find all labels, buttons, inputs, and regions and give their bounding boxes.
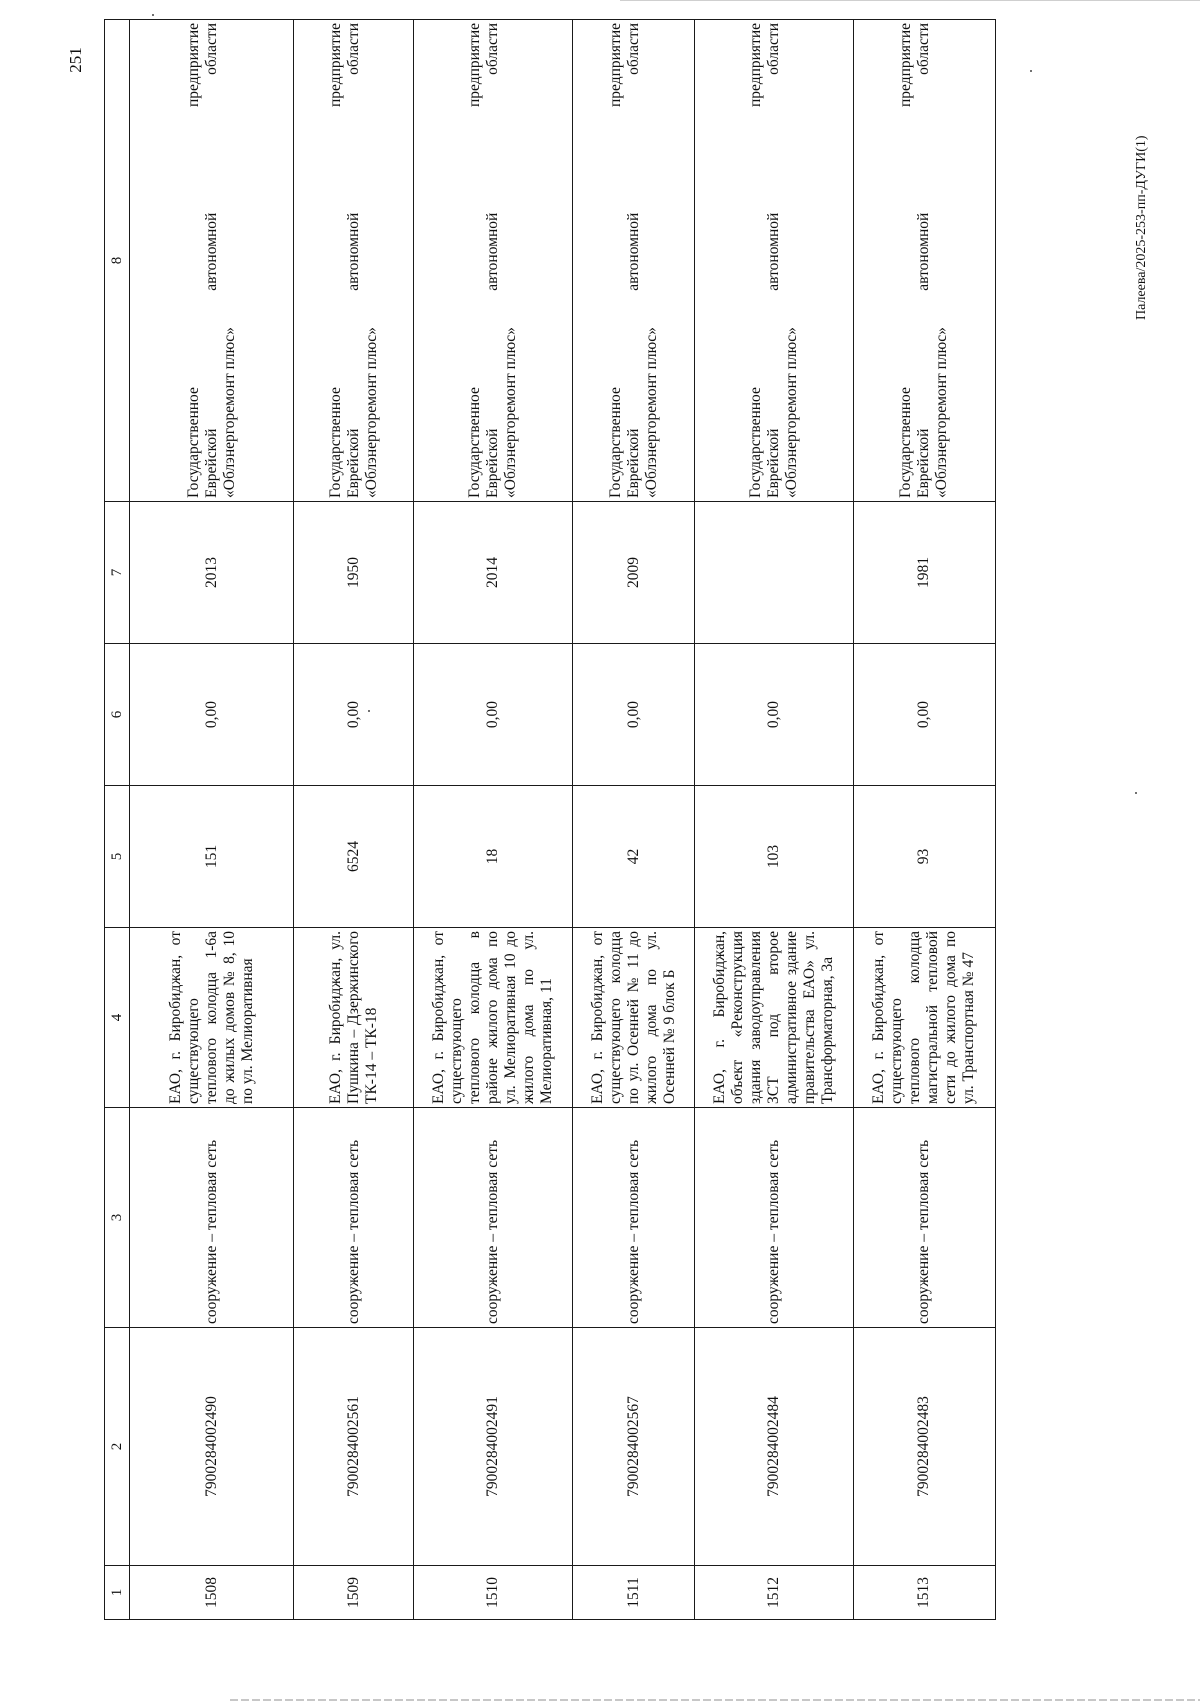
owner-word: области <box>344 23 362 75</box>
owner-organization <box>695 20 854 502</box>
owner-word: Государственное <box>747 387 765 498</box>
object-address: ЕАО, г. Биробиджан, от существующего теплового колодца 1-6а до жилых домов № 8, 10 по ул. Мелиоративная <box>130 928 294 1108</box>
owner-line <box>203 23 221 498</box>
owner-word: автономной <box>624 212 642 291</box>
row-number: 1512 <box>695 1566 854 1620</box>
owner-organization <box>294 20 414 502</box>
owner-word: Государственное <box>466 387 484 498</box>
scan-speck <box>1135 792 1137 794</box>
owner-word: области <box>765 23 783 75</box>
object-wear: 0,00 <box>130 644 294 786</box>
table-row <box>853 20 995 1620</box>
table-row <box>695 20 854 1620</box>
owner-line <box>765 23 783 498</box>
object-length: 18 <box>414 786 573 928</box>
object-wear: 0,00 <box>414 644 573 786</box>
table-row <box>414 20 573 1620</box>
owner-word: предприятие <box>897 23 915 108</box>
owner-word: Государственное <box>897 387 915 498</box>
owner-word: Еврейской <box>765 428 783 498</box>
commission-year: 1981 <box>853 502 995 644</box>
owner-line <box>327 23 345 498</box>
page-number: 251 <box>66 47 85 73</box>
owner-line <box>607 23 625 498</box>
owner-word: автономной <box>484 212 502 291</box>
owner-word: предприятие <box>326 23 344 108</box>
owner-word: предприятие <box>184 23 202 108</box>
object-type: сооружение – тепловая сеть <box>695 1108 854 1328</box>
owner-word: Еврейской <box>344 428 362 498</box>
column-number: 4 <box>105 928 130 1108</box>
owner-line: «Облэнергоремонт плюс» <box>502 327 520 498</box>
row-number: 1509 <box>294 1566 414 1620</box>
owner-word: области <box>915 23 933 75</box>
object-address: ЕАО, г. Биробиджан, от существующего теплового колодца магистральной тепловой сети до жилого дома по ул. Транспортная № 47 <box>853 928 995 1108</box>
object-wear: 0,00 <box>853 644 995 786</box>
cadastral-number: 7900284002491 <box>414 1328 573 1566</box>
scan-speck <box>1030 70 1032 72</box>
commission-year: 2014 <box>414 502 573 644</box>
object-type: сооружение – тепловая сеть <box>853 1108 995 1328</box>
owner-line: «Облэнергоремонт плюс» <box>362 327 380 498</box>
object-wear: 0,00 <box>572 644 694 786</box>
owner-line <box>915 23 933 498</box>
owner-word: автономной <box>202 212 220 291</box>
owner-word: предприятие <box>466 23 484 108</box>
owner-word: предприятие <box>606 23 624 108</box>
owner-line <box>897 23 915 498</box>
column-number: 2 <box>105 1328 130 1566</box>
owner-word: автономной <box>344 212 362 291</box>
owner-word: Еврейской <box>202 428 220 498</box>
object-address: ЕАО, г. Биробиджан, объект «Реконструкция здания заводоуправления ЗСТ под второе административное здание правительства ЕАО» ул. Трансформаторная, 3а <box>695 928 854 1108</box>
owner-word: предприятие <box>747 23 765 108</box>
owner-line <box>747 23 765 498</box>
scan-speck <box>152 14 154 16</box>
cadastral-number: 7900284002483 <box>853 1328 995 1566</box>
object-wear: 0,00 <box>695 644 854 786</box>
commission-year: 2013 <box>130 502 294 644</box>
owner-line: «Облэнергоремонт плюс» <box>642 327 660 498</box>
table-row <box>294 20 414 1620</box>
scan-edge-bottom <box>230 1699 1200 1701</box>
owner-word: Государственное <box>184 387 202 498</box>
column-number-header <box>105 20 130 1620</box>
object-address: ЕАО, г. Биробиджан, ул. Пушкина – Дзержинского ТК-14 – ТК-18 <box>294 928 414 1108</box>
table-row <box>572 20 694 1620</box>
column-number: 5 <box>105 786 130 928</box>
owner-line <box>466 23 484 498</box>
owner-organization <box>414 20 573 502</box>
object-type: сооружение – тепловая сеть <box>130 1108 294 1328</box>
column-number: 1 <box>105 1566 130 1620</box>
row-number: 1508 <box>130 1566 294 1620</box>
owner-line <box>484 23 502 498</box>
owner-word: автономной <box>765 212 783 291</box>
owner-word: Государственное <box>326 387 344 498</box>
cadastral-number: 7900284002490 <box>130 1328 294 1566</box>
cadastral-number: 7900284002484 <box>695 1328 854 1566</box>
owner-organization <box>572 20 694 502</box>
table-row <box>130 20 294 1620</box>
owner-line <box>345 23 363 498</box>
object-type: сооружение – тепловая сеть <box>414 1108 573 1328</box>
registry-table-rotated <box>104 20 996 1620</box>
commission-year: 1950 <box>294 502 414 644</box>
owner-word: Еврейской <box>915 428 933 498</box>
object-length: 6524 <box>294 786 414 928</box>
registry-table <box>104 19 996 1620</box>
column-number: 8 <box>105 20 130 502</box>
owner-line: «Облэнергоремонт плюс» <box>933 327 951 498</box>
object-length: 42 <box>572 786 694 928</box>
row-number: 1510 <box>414 1566 573 1620</box>
row-number: 1513 <box>853 1566 995 1620</box>
object-length: 93 <box>853 786 995 928</box>
column-number: 6 <box>105 644 130 786</box>
document-reference: Палеева/2025-253-пп-ДУГИ(1) <box>1134 135 1149 320</box>
commission-year: 2009 <box>572 502 694 644</box>
owner-word: автономной <box>915 212 933 291</box>
owner-line: «Облэнергоремонт плюс» <box>220 327 238 498</box>
owner-line <box>185 23 203 498</box>
commission-year <box>695 502 854 644</box>
object-type: сооружение – тепловая сеть <box>572 1108 694 1328</box>
owner-word: Государственное <box>606 387 624 498</box>
owner-organization <box>853 20 995 502</box>
object-length: 103 <box>695 786 854 928</box>
owner-line: «Облэнергоремонт плюс» <box>783 327 801 498</box>
cadastral-number: 7900284002561 <box>294 1328 414 1566</box>
owner-word: области <box>484 23 502 75</box>
owner-organization <box>130 20 294 502</box>
object-address: ЕАО, г. Биробиджан, от существующего теплового колодца в районе жилого дома по ул. Мелиоративная 10 до жилого дома по ул. Мелиоративная, 11 <box>414 928 573 1108</box>
owner-word: области <box>202 23 220 75</box>
object-length: 151 <box>130 786 294 928</box>
cadastral-number: 7900284002567 <box>572 1328 694 1566</box>
row-number: 1511 <box>572 1566 694 1620</box>
column-number: 3 <box>105 1108 130 1328</box>
scan-edge-top <box>620 0 1200 1</box>
object-wear: 0,00 <box>294 644 414 786</box>
column-number: 7 <box>105 502 130 644</box>
owner-word: Еврейской <box>624 428 642 498</box>
owner-word: области <box>624 23 642 75</box>
owner-line <box>625 23 643 498</box>
owner-word: Еврейской <box>484 428 502 498</box>
object-type: сооружение – тепловая сеть <box>294 1108 414 1328</box>
object-address: ЕАО, г. Биробиджан, от существующего колодца по ул. Осенней № 11 до жилого дома по ул. Осенней № 9 блок Б <box>572 928 694 1108</box>
